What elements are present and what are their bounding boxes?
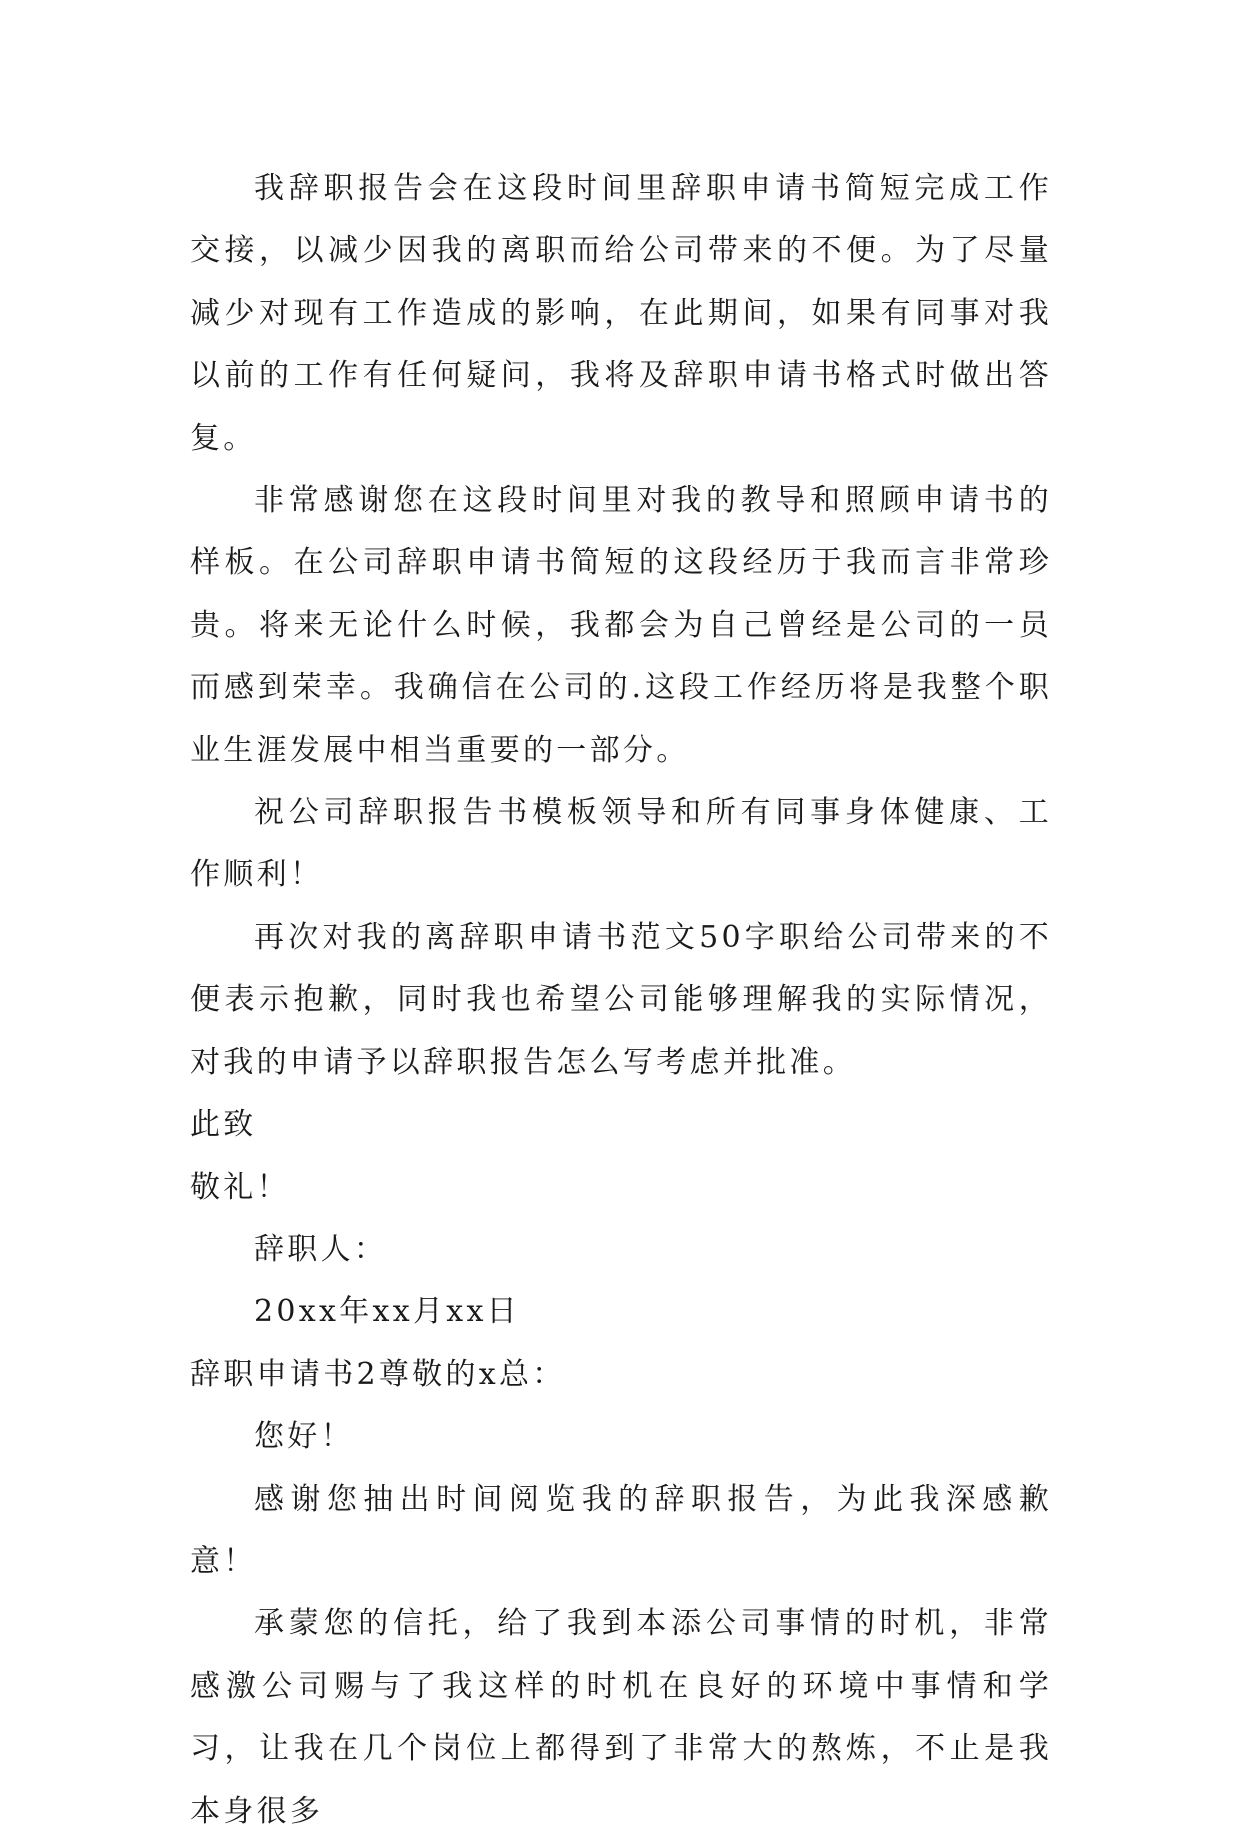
- signature-date: 20xx年xx月xx日: [254, 1294, 520, 1330]
- signer-label: 辞职人：: [254, 1231, 388, 1267]
- closing-line-1: 此致: [190, 1107, 257, 1143]
- letter2-paragraph-thanks: 感谢您抽出时间阅览我的辞职报告，为此我深感歉意！: [190, 1481, 1052, 1579]
- paragraph-wishes: 祝公司辞职报告书模板领导和所有同事身体健康、工作顺利！: [190, 795, 1052, 893]
- letter2-paragraph-trust: 承蒙您的信托，给了我到本添公司事情的时机，非常感激公司赐与了我这样的时机在良好的环境中事情和学习，让我在几个岗位上都得到了非常大的熬炼，不止是我本身很多: [190, 1606, 1052, 1829]
- document-body: [190, 158, 1052, 1843]
- paragraph-apology: 再次对我的离辞职申请书范文50字职给公司带来的不便表示抱歉，同时我也希望公司能够理解我的实际情况，对我的申请予以辞职报告怎么写考虑并批准。: [190, 919, 1052, 1080]
- letter2-heading: 辞职申请书2尊敬的x总：: [190, 1356, 566, 1392]
- paragraph-handover: 我辞职报告会在这段时间里辞职申请书简短完成工作交接，以减少因我的离职而给公司带来的不便。为了尽量减少对现有工作造成的影响，在此期间，如果有同事对我以前的工作有任何疑问，我将及辞职申请书格式时做出答复。: [190, 171, 1052, 456]
- letter2-greeting: 您好！: [254, 1419, 354, 1455]
- paragraph-gratitude: 非常感谢您在这段时间里对我的教导和照顾申请书的样板。在公司辞职申请书简短的这段经历于我而言非常珍贵。将来无论什么时候，我都会为自己曾经是公司的一员而感到荣幸。我确信在公司的.这段工作经历将是我整个职业生涯发展中相当重要的一部分。: [190, 483, 1052, 768]
- closing-line-2: 敬礼！: [190, 1169, 290, 1205]
